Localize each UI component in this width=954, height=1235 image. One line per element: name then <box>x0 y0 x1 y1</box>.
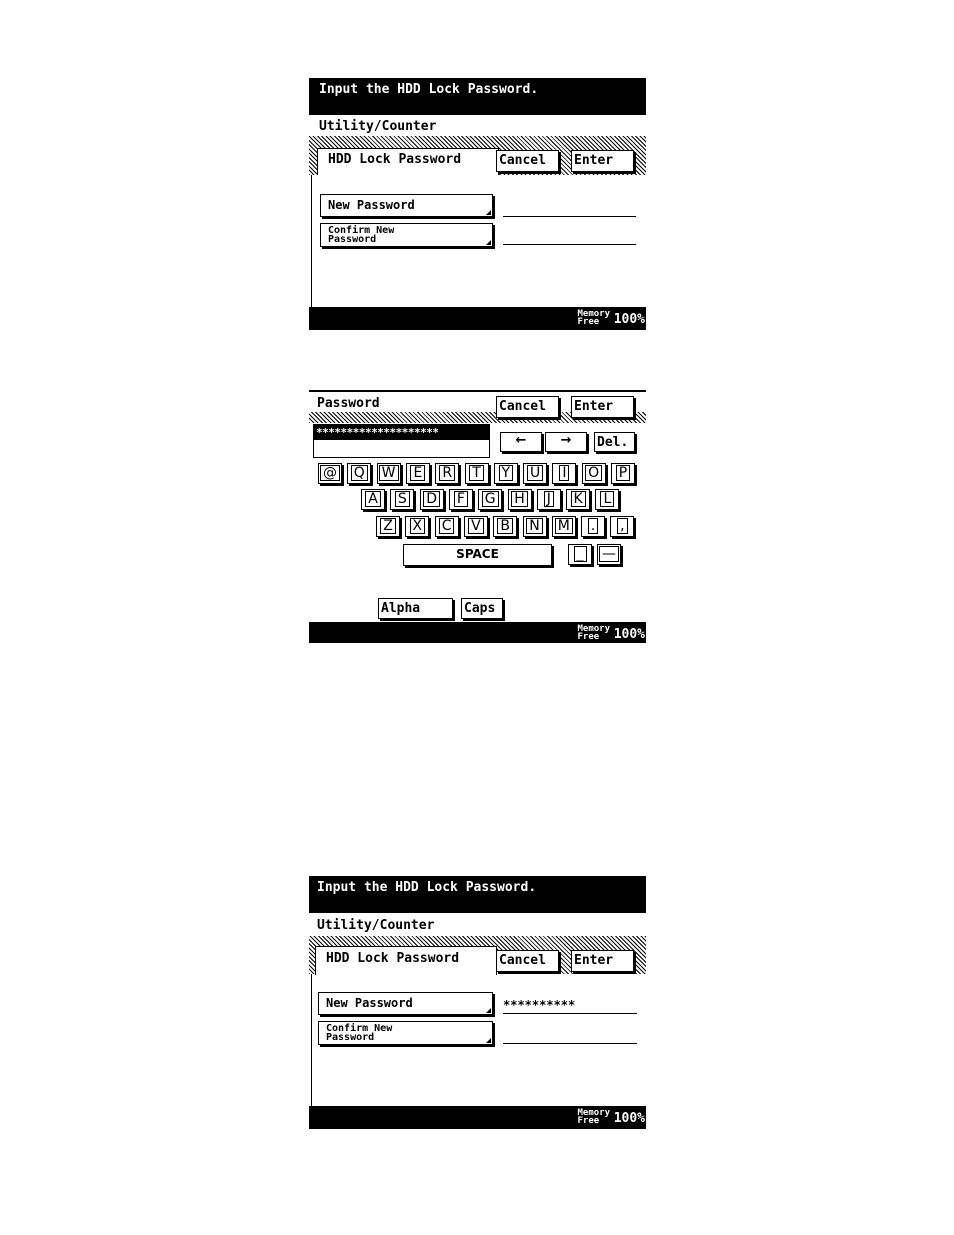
hdd-lock-password-screen-empty <box>309 78 646 330</box>
corner-triangle-icon <box>486 1008 491 1013</box>
key-label: U <box>527 465 543 481</box>
key-label: C <box>439 518 455 534</box>
memory-label <box>577 310 610 326</box>
status-bar <box>309 1106 646 1129</box>
password-input[interactable] <box>313 424 490 458</box>
memory-free-value: 100% <box>613 627 645 642</box>
key-w[interactable] <box>377 463 401 484</box>
key-m[interactable] <box>552 516 576 537</box>
new-password-value <box>503 202 636 217</box>
hdd-lock-password-screen-filled <box>309 876 646 1129</box>
corner-triangle-icon <box>486 210 491 215</box>
confirm-label-line1: Confirm New <box>328 225 395 236</box>
key-q[interactable] <box>347 463 371 484</box>
confirm-new-password-button[interactable] <box>318 1021 493 1045</box>
key-j[interactable] <box>537 489 561 510</box>
memory-free-value: 100% <box>613 312 645 327</box>
key-y[interactable] <box>494 463 518 484</box>
key-v[interactable] <box>464 516 488 537</box>
key-d[interactable] <box>420 489 444 510</box>
key-label: P <box>616 465 630 481</box>
key-label: N <box>526 518 542 534</box>
key-c[interactable] <box>435 516 459 537</box>
memory-line2: Free <box>577 317 600 327</box>
panel-left-rule <box>311 175 312 307</box>
breadcrumb: Utility/Counter <box>317 918 435 933</box>
key-label: — <box>599 546 619 562</box>
key-e[interactable] <box>406 463 430 484</box>
key-i[interactable] <box>552 463 576 484</box>
key-p[interactable] <box>611 463 635 484</box>
key-label: K <box>571 491 586 507</box>
key-label: B <box>497 518 513 534</box>
key-label: F <box>454 491 468 507</box>
key-label: Z <box>380 518 396 534</box>
key-k[interactable] <box>566 489 590 510</box>
key-dash[interactable] <box>597 544 621 565</box>
prompt-bar <box>309 876 646 913</box>
password-input-value: ******************** <box>314 425 489 440</box>
key-z[interactable] <box>376 516 400 537</box>
alpha-mode-button[interactable]: Alpha <box>378 598 453 619</box>
panel-left-rule <box>311 974 312 1106</box>
memory-line1: Memory <box>577 1108 610 1118</box>
key-label: V <box>468 518 484 534</box>
memory-line1: Memory <box>577 309 610 319</box>
memory-line1: Memory <box>577 624 610 634</box>
memory-label <box>577 625 610 641</box>
prompt-bar <box>309 78 646 115</box>
key-label: I <box>559 465 569 481</box>
key-label: G <box>482 491 499 507</box>
key-n[interactable] <box>523 516 547 537</box>
memory-line2: Free <box>577 632 600 642</box>
cursor-left-button[interactable] <box>500 432 542 452</box>
keyboard-title: Password <box>317 396 380 411</box>
enter-button[interactable]: Enter <box>571 150 634 172</box>
breadcrumb: Utility/Counter <box>319 119 437 134</box>
key-o[interactable] <box>582 463 606 484</box>
key-label: T <box>469 465 484 481</box>
tab-title: HDD Lock Password <box>328 152 462 167</box>
key-x[interactable] <box>405 516 429 537</box>
key-u[interactable] <box>523 463 547 484</box>
prompt-text: Input the HDD Lock Password. <box>319 82 539 97</box>
key-label: D <box>423 491 440 507</box>
cancel-button[interactable]: Cancel <box>496 150 559 172</box>
key-label: W <box>379 465 399 481</box>
key-label: O <box>585 465 602 481</box>
right-arrow-icon: → <box>560 433 572 448</box>
left-arrow-icon: ← <box>515 433 527 448</box>
key-g[interactable] <box>478 489 502 510</box>
space-key-label: SPACE <box>456 547 499 561</box>
memory-line2: Free <box>577 1116 600 1126</box>
confirm-password-value <box>503 230 636 245</box>
key-underscore[interactable] <box>568 544 592 565</box>
key-label: X <box>410 518 426 534</box>
key-h[interactable] <box>508 489 532 510</box>
status-bar <box>309 307 646 330</box>
enter-button[interactable]: Enter <box>571 950 634 972</box>
memory-label <box>577 1109 610 1125</box>
corner-triangle-icon <box>486 1038 491 1043</box>
key-f[interactable] <box>449 489 473 510</box>
key-label: E <box>410 465 425 481</box>
key-b[interactable] <box>493 516 517 537</box>
delete-button[interactable]: Del. <box>594 432 635 452</box>
cursor-right-button[interactable] <box>545 432 587 452</box>
tab-hdd-lock-password <box>317 148 499 175</box>
prompt-text: Input the HDD Lock Password. <box>317 880 537 895</box>
key-label: _ <box>574 546 587 562</box>
key-label: , <box>617 518 627 534</box>
space-key[interactable] <box>403 544 552 566</box>
key-l[interactable] <box>595 489 619 510</box>
cancel-button[interactable]: Cancel <box>496 950 559 972</box>
key-label: @ <box>320 465 340 481</box>
enter-button[interactable]: Enter <box>571 396 634 418</box>
key-label: H <box>511 491 528 507</box>
password-keyboard-screen <box>309 390 646 643</box>
confirm-password-value <box>503 1029 637 1044</box>
cancel-button[interactable]: Cancel <box>496 396 559 418</box>
new-password-label: New Password <box>326 996 413 1010</box>
memory-free-value: 100% <box>613 1111 645 1126</box>
confirm-label-line1: Confirm New <box>326 1023 393 1034</box>
key-period[interactable] <box>581 516 605 537</box>
key-t[interactable] <box>465 463 489 484</box>
key-label: Q <box>351 465 368 481</box>
confirm-label-line2: Password <box>326 1032 375 1043</box>
new-password-value: ********** <box>503 998 637 1014</box>
caps-button[interactable]: Caps <box>461 598 503 619</box>
key-label: J <box>544 491 554 507</box>
key-label: R <box>439 465 455 481</box>
key-label: Y <box>499 465 514 481</box>
key-s[interactable] <box>390 489 414 510</box>
corner-triangle-icon <box>486 240 491 245</box>
new-password-button[interactable] <box>318 992 493 1015</box>
key-at[interactable] <box>318 463 342 484</box>
tab-hdd-lock-password <box>315 946 497 975</box>
tab-title: HDD Lock Password <box>326 951 460 966</box>
new-password-button[interactable] <box>320 194 493 217</box>
key-label: . <box>588 518 598 534</box>
key-label: L <box>600 491 614 507</box>
key-a[interactable] <box>361 489 385 510</box>
key-label: A <box>365 491 381 507</box>
confirm-label-line2: Password <box>328 234 377 245</box>
key-label: S <box>395 491 410 507</box>
key-comma[interactable] <box>610 516 634 537</box>
confirm-new-password-button[interactable] <box>320 223 493 247</box>
key-label: M <box>555 518 573 534</box>
key-r[interactable] <box>435 463 459 484</box>
new-password-label: New Password <box>328 198 415 212</box>
status-bar <box>309 622 646 643</box>
